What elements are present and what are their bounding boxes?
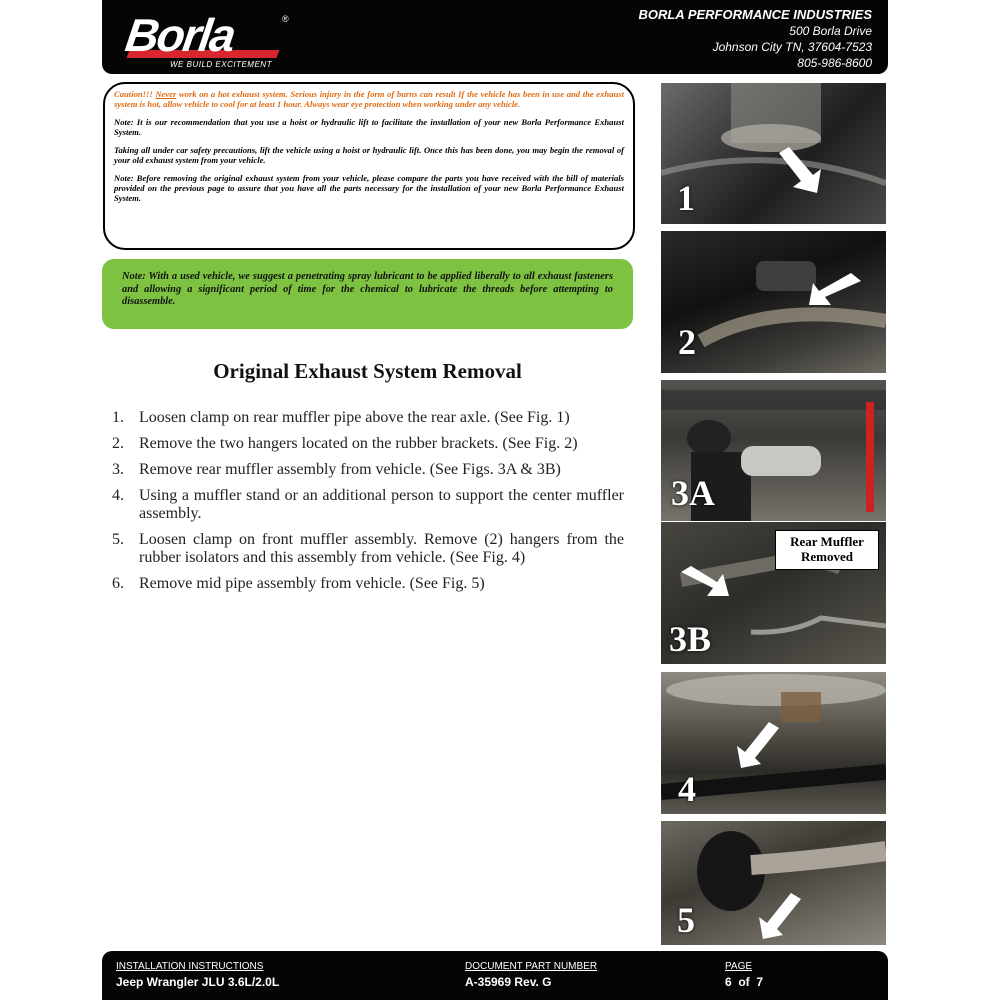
figure-1-label: 1 bbox=[677, 178, 695, 218]
footer-page bbox=[725, 960, 763, 990]
step-number: 1. bbox=[112, 409, 124, 426]
rear-muffler-removed-callout bbox=[775, 530, 879, 570]
caution-note-hoist: Note: It is our recommendation that you use a hoist or hydraulic lift to facilitate the installation of your new Borla Performance Exhaust System. bbox=[114, 117, 624, 137]
caution-prefix: Caution!!! bbox=[114, 89, 156, 99]
figure-5-arrow-icon bbox=[759, 893, 801, 939]
step-item bbox=[112, 461, 624, 479]
figure-3a-label: 3A bbox=[671, 473, 715, 513]
figure-1-arrow-icon bbox=[779, 147, 821, 193]
figure-1-photo bbox=[661, 83, 886, 224]
page-footer bbox=[102, 951, 888, 1000]
section-title: Original Exhaust System Removal bbox=[213, 359, 522, 383]
removal-steps-list bbox=[112, 409, 624, 601]
figure-4-label: 4 bbox=[678, 769, 696, 809]
step-item bbox=[112, 487, 624, 523]
step-text: Using a muffler stand or an additional person to support the center muffler assembly. bbox=[139, 487, 624, 522]
step-text: Loosen clamp on rear muffler pipe above the rear axle. (See Fig. 1) bbox=[139, 409, 570, 426]
step-item bbox=[112, 409, 624, 427]
figure-2-photo bbox=[661, 231, 886, 373]
step-item bbox=[112, 435, 624, 453]
step-number: 4. bbox=[112, 487, 124, 504]
page-header bbox=[102, 0, 888, 74]
lubricant-note: Note: With a used vehicle, we suggest a penetrating spray lubricant to be applied liberally to all exhaust fasteners and allowing a significant period of time for the chemical to lubricate the threads before attempting to disassemble. bbox=[102, 259, 633, 329]
footer-instructions bbox=[116, 960, 279, 990]
borla-logo bbox=[122, 8, 292, 68]
footer-document-number: A-35969 Rev. G bbox=[465, 975, 552, 989]
caution-never: Never bbox=[155, 89, 177, 99]
footer-instructions-label: INSTALLATION INSTRUCTIONS bbox=[116, 961, 264, 972]
footer-vehicle: Jeep Wrangler JLU 3.6L/2.0L bbox=[116, 975, 280, 989]
figure-4-photo bbox=[661, 672, 886, 814]
company-name: BORLA PERFORMANCE INDUSTRIES bbox=[638, 7, 872, 22]
logo-wordmark: Borla bbox=[122, 9, 238, 61]
step-text: Remove the two hangers located on the rubber brackets. (See Fig. 2) bbox=[139, 435, 578, 452]
caution-note-compare: Note: Before removing the original exhaust system from your vehicle, please compare the parts you have received with the bill of materials provided on the previous page to assure that you have all the parts necessary for the installation of your new Borla Performance Exhaust System. bbox=[114, 173, 624, 203]
callout-line-1: Rear Muffler bbox=[790, 534, 864, 549]
step-number: 5. bbox=[112, 531, 124, 548]
figure-3b-label: 3B bbox=[669, 619, 712, 659]
company-phone: 805-986-8600 bbox=[797, 56, 872, 70]
step-item bbox=[112, 531, 624, 567]
logo-registered-mark: ® bbox=[282, 14, 289, 24]
callout-line-2: Removed bbox=[801, 549, 853, 564]
step-number: 6. bbox=[112, 575, 124, 592]
step-number: 2. bbox=[112, 435, 124, 452]
step-text: Remove rear muffler assembly from vehicle. (See Figs. 3A & 3B) bbox=[139, 461, 561, 478]
figure-4-arrow-icon bbox=[737, 722, 779, 768]
caution-box bbox=[103, 82, 635, 250]
footer-document-label: DOCUMENT PART NUMBER bbox=[465, 961, 598, 972]
figure-3a-photo bbox=[661, 380, 886, 521]
company-address-1: 500 Borla Drive bbox=[789, 24, 872, 38]
footer-document bbox=[465, 960, 597, 990]
caution-warning-text: work on a hot exhaust system. Serious injury in the form of burns can result If the vehicle has been in use and the exhaust system is hot, allow vehicle to cool for at least 1 hour. Always wear eye protection when working under any vehicle. bbox=[114, 89, 624, 109]
company-address-2: Johnson City TN, 37604-7523 bbox=[712, 40, 872, 54]
step-text: Loosen clamp on front muffler assembly. Remove (2) hangers from the rubber isolators and this assembly from vehicle. (See Fig. 4) bbox=[139, 531, 624, 566]
caution-note-lift: Taking all under car safety precautions, lift the vehicle using a hoist or hydraulic lift. Once this has been done, you may begin the removal of your old exhaust system from your vehicle. bbox=[114, 145, 624, 165]
caution-warning bbox=[114, 89, 624, 109]
step-item bbox=[112, 575, 624, 593]
logo-tagline: WE BUILD EXCITEMENT bbox=[170, 60, 272, 69]
footer-page-number: 6 of 7 bbox=[725, 975, 764, 989]
company-info bbox=[638, 6, 872, 71]
step-number: 3. bbox=[112, 461, 124, 478]
footer-page-label: PAGE bbox=[725, 961, 753, 972]
figure-2-arrow-icon bbox=[809, 273, 861, 305]
figure-2-label: 2 bbox=[678, 322, 696, 362]
figure-5-photo bbox=[661, 821, 886, 945]
figure-5-label: 5 bbox=[677, 900, 695, 940]
step-text: Remove mid pipe assembly from vehicle. (See Fig. 5) bbox=[139, 575, 485, 592]
